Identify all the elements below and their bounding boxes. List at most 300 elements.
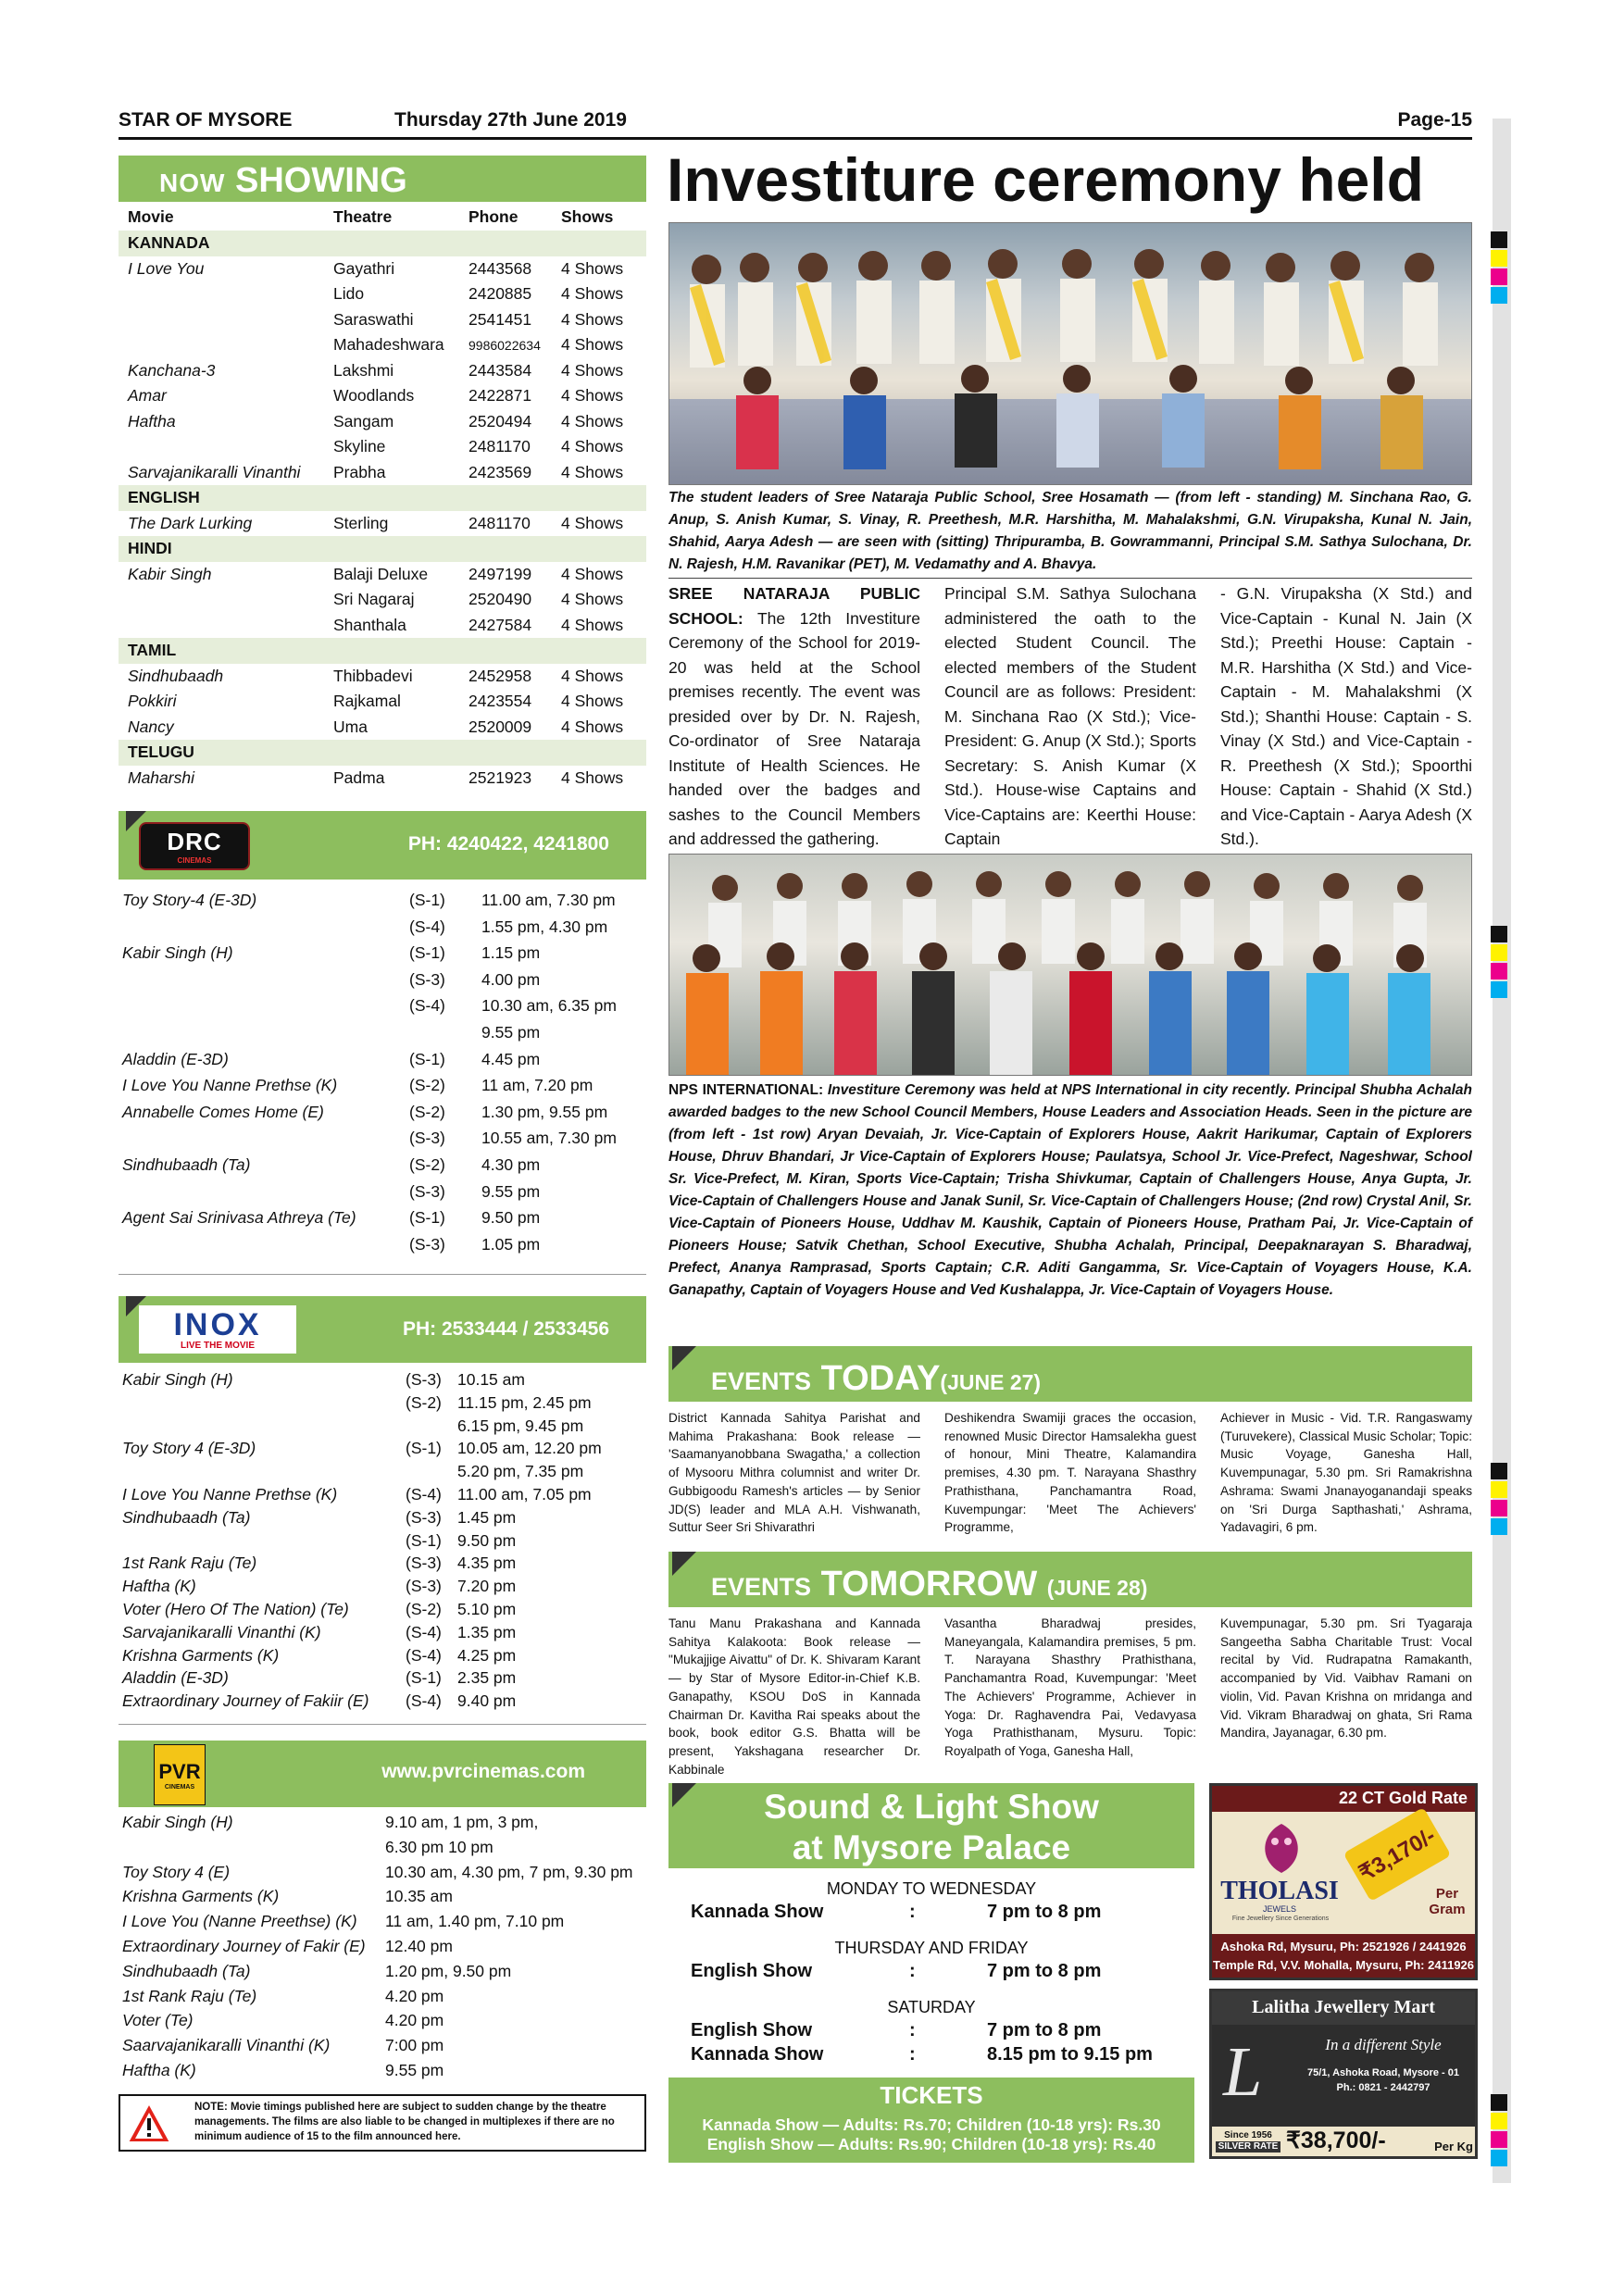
table-row — [119, 587, 646, 613]
cell-movie: Aladdin (E-3D) — [122, 1668, 229, 1688]
language-label: TAMIL — [119, 638, 646, 664]
photo-caption-1: The student leaders of Sree Nataraja Public School, Sree Hosamath — (from left - standing) M. Sinchana Rao, G. Anup, S. Anish Kumar, S. Vinay, R. Preethesh, M.R. Harshitha, M. Mahalakshmi, G.N. Virupaksha, Kunal N. Jain, Shahid, Aarya Adesh — are seen with (sitting) Thripuramba, B. Gowrammanni, Principal S.M. Sathya Sulochana, Dr. N. Rajesh, H.M. Ravanikar (PET), M. Vedamathy and A. Bhavya. — [668, 490, 1472, 572]
registration-mark — [1491, 981, 1507, 998]
drc-phone: PH: 4240422, 4241800 — [407, 833, 609, 855]
table-row — [119, 383, 646, 409]
photo-illustration — [669, 855, 1472, 1076]
cell-movie: Nancy — [128, 717, 174, 736]
cell-screen: (S-3) — [409, 1129, 445, 1148]
events-label: EVENTS — [711, 1573, 812, 1601]
schedule-row — [122, 1485, 643, 1508]
cell-shows: 4 Shows — [561, 564, 624, 583]
registration-mark — [1491, 963, 1507, 980]
cell-theatre: Padma — [333, 767, 385, 787]
cell-shows: 4 Shows — [561, 386, 624, 406]
cell-movie: Krishna Garments (K) — [122, 1645, 280, 1665]
cell-movie: Amar — [128, 386, 167, 406]
cell-movie — [119, 281, 324, 307]
col-phone: Phone — [468, 207, 518, 226]
table-row — [119, 562, 646, 588]
schedule-saturday: SATURDAY — [887, 1998, 976, 2016]
tholasi-tagline: Fine Jewellery Since Generations — [1231, 1915, 1330, 1922]
show-time: 7 pm to 8 pm — [987, 2020, 1102, 2040]
cell-time: 4.45 pm — [481, 1049, 541, 1068]
article-headline: Investiture ceremony held — [667, 145, 1424, 214]
language-row — [119, 231, 646, 256]
cell-movie: I Love You (Nanne Preethse) (K) — [122, 1912, 357, 1931]
cell-phone: 2520490 — [468, 590, 532, 609]
tickets-kannada: Kannada Show — Adults: Rs.70; Children (10-18 yrs): Rs.30 — [702, 2115, 1161, 2134]
tickets-box — [668, 2078, 1194, 2163]
drc-schedule — [122, 891, 648, 1261]
schedule-row — [122, 1076, 648, 1103]
cell-phone: 2520009 — [468, 717, 532, 736]
corner-mark — [672, 1783, 696, 1807]
photo-caption-2: NPS INTERNATIONAL: Investiture Ceremony was held at NPS International in city recently. Principal Shubha Achalah awarded badges to the new School Council Members, House Leaders and Association Heads. Seen in the picture are (from left - 1st row) Aryan Devaiah, Jr. Vice-Captain of Explorers House, Aakrit Harikumar, Captain of Explorers House, Dhruv Bhandari, Jr Vice-Captain of Explorers House; Paulatsya, School Jr. Vice-Prefect, Nageshwar, School Sr. Vice-Prefect, M. Kiran, Sports Vice-Captain; Trisha Shivkumar, Captain of Challengers House, Anya Gupta, Jr. Vice-Captain of Challengers House and Janak Sunil, Sr. Vice-Captain of Challengers House; (2nd row) Crystal Anil, Sr. Vice-Captain of Pioneers House, Uddhav M. Kaushik, Captain of Pioneers House, Pratham Pai, Jr. Vice-Captain of Pioneers House; Satvik Chethan, School Executive, Shubha Achalah, Principal, Deepaknarayan S. Bharadwaj, Prefect, Ananya Ramprasad, Sports Captain; C.R. Aditi Gangamma, Sr. Vice-Captain of Voyagers House, K.A. Ganapathy, Captain of Voyagers House and Ved Kushalappa, Jr. Vice-Captain of Voyagers House. — [668, 1082, 1472, 1298]
show-time: 7 pm to 8 pm — [987, 1961, 1102, 1981]
schedule-row — [122, 1182, 648, 1209]
cell-movie: Sindhubaadh (Ta) — [122, 1507, 251, 1527]
silver-per-kg: Per Kg — [1434, 2140, 1473, 2153]
cell-screen: (S-3) — [406, 1577, 442, 1596]
inox-phone: PH: 2533444 / 2533456 — [402, 1318, 609, 1340]
cell-phone: 2481170 — [468, 437, 531, 456]
registration-mark — [1491, 2150, 1507, 2166]
table-row — [119, 256, 646, 282]
language-row — [119, 485, 646, 511]
lalitha-banner — [1212, 2025, 1475, 2127]
table-row — [119, 715, 646, 741]
cell-time: 11 am, 7.20 pm — [481, 1076, 593, 1095]
schedule-row — [122, 1863, 663, 1888]
cell-movie: I Love You Nanne Prethse (K) — [122, 1076, 338, 1095]
cell-screen: (S-4) — [406, 1622, 442, 1641]
school-group-photo — [668, 222, 1472, 485]
nps-group-photo — [668, 854, 1472, 1076]
schedule-row — [122, 2036, 663, 2061]
schedule-row — [122, 1023, 648, 1050]
showing-label: SHOWING — [235, 161, 407, 200]
cell-shows: 4 Shows — [561, 437, 624, 456]
cell-time: 4.35 pm — [457, 1554, 517, 1573]
cell-movie: 1st Rank Raju (Te) — [122, 1986, 257, 2005]
language-row — [119, 536, 646, 562]
schedule-row — [122, 1937, 663, 1962]
today-label: TODAY — [820, 1359, 941, 1398]
schedule-row — [122, 1050, 648, 1077]
cell-movie: Extraordinary Journey of Fakiir (E) — [122, 1691, 369, 1711]
cell-screen: (S-3) — [409, 969, 445, 989]
schedule-row — [122, 1600, 643, 1623]
photo-illustration — [669, 223, 1472, 485]
cell-shows: 4 Shows — [561, 258, 624, 278]
cell-time: 5.20 pm, 7.35 pm — [457, 1462, 584, 1481]
cell-screen: (S-1) — [409, 1208, 445, 1228]
pvr-website[interactable]: www.pvrcinemas.com — [381, 1761, 585, 1782]
cell-movie: Sarvajanikaralli Vinanthi — [128, 462, 301, 481]
table-row — [119, 281, 646, 307]
cell-time: 11.00 am, 7.05 pm — [457, 1484, 592, 1504]
cell-phone: 2422871 — [468, 386, 532, 406]
show-time: 7 pm to 8 pm — [987, 1902, 1102, 1922]
pvr-logo: PVR CINEMAS — [154, 1744, 206, 1805]
schedule-row — [122, 1462, 643, 1485]
table-row — [119, 358, 646, 384]
corner-mark — [672, 1552, 696, 1576]
cell-screen: (S-1) — [406, 1439, 442, 1458]
issue-date: Thursday 27th June 2019 — [394, 109, 627, 131]
registration-mark — [1491, 2113, 1507, 2129]
table-row — [119, 689, 646, 715]
table-row — [119, 664, 646, 690]
cell-screen: (S-3) — [409, 1181, 445, 1201]
cell-movie: Pokkiri — [128, 692, 177, 711]
schedule-row — [122, 1103, 648, 1129]
divider — [119, 1274, 646, 1275]
schedule-row — [122, 1554, 643, 1577]
cell-time: 10.05 am, 12.20 pm — [457, 1439, 602, 1458]
table-row — [119, 511, 646, 537]
cell-shows: 4 Shows — [561, 513, 624, 532]
schedule-row — [122, 1623, 643, 1646]
cell-time: 11 am, 1.40 pm, 7.10 pm — [385, 1912, 565, 1931]
schedule-row — [122, 1962, 663, 1987]
language-label: ENGLISH — [119, 485, 646, 511]
registration-mark — [1491, 287, 1507, 304]
schedule-row — [122, 1531, 643, 1554]
sound-light-box — [668, 1783, 1194, 2163]
schedule-row — [122, 943, 648, 970]
cell-time: 9.55 pm — [385, 2060, 444, 2079]
cell-time: 6.30 pm 10 pm — [385, 1837, 493, 1856]
registration-mark — [1491, 2131, 1507, 2148]
cell-time: 7:00 pm — [385, 2036, 444, 2055]
cell-movie — [122, 1393, 406, 1416]
cell-theatre: Thibbadevi — [333, 666, 413, 685]
cell-time: 9.40 pm — [457, 1691, 517, 1711]
cell-time: 11.15 pm, 2.45 pm — [457, 1392, 592, 1412]
cell-movie: Extraordinary Journey of Fakir (E) — [122, 1936, 366, 1955]
registration-mark — [1491, 2094, 1507, 2111]
cell-movie: Agent Sai Srinivasa Athreya (Te) — [122, 1208, 356, 1228]
tholasi-brand: THOLASI — [1220, 1877, 1339, 1905]
divider — [668, 578, 1472, 579]
cell-screen — [406, 1462, 457, 1485]
tholasi-jewels-ad — [1209, 1783, 1478, 1980]
masthead — [119, 109, 1472, 137]
cell-phone: 2420885 — [468, 284, 532, 304]
schedule-row — [122, 996, 648, 1023]
divider — [119, 1724, 646, 1725]
schedule-row — [122, 917, 648, 944]
peacock-logo-icon — [1249, 1819, 1314, 1875]
lalitha-brand: Lalitha Jewellery Mart — [1212, 1991, 1475, 2025]
cell-time: 1.30 pm, 9.55 pm — [481, 1102, 608, 1121]
cell-time: 5.10 pm — [457, 1599, 517, 1618]
table-row — [119, 460, 646, 486]
cell-phone: 2452958 — [468, 666, 532, 685]
cell-movie: Voter (Te) — [122, 2011, 194, 2030]
cell-theatre: Lido — [333, 284, 365, 304]
page-number: Page-15 — [1397, 109, 1472, 131]
caption-lead: NPS INTERNATIONAL: — [668, 1082, 824, 1098]
schedule-row — [122, 1646, 643, 1669]
events-today-col-3: Achiever in Music - Vid. T.R. Rangaswamy (Turuvekere), Classical Music Scholar; Topic: Music Voyage, Ganesha Hall, Kuvempunagar, 5.30 pm. Sri Ramakrishna Ashrama: Swami Jnanayoganandaji speaks on 'Sri Durga Sapthashati,' Ashrama, Yadavagiri, 6 pm. — [1220, 1411, 1472, 1535]
events-tomorrow-col-3: Kuvempunagar, 5.30 pm. Sri Tyagaraja Sangeetha Sabha Charitable Trust: Vocal recital by Vid. Rudrapatna Ramakanth, accompanied by Vid. Vaibhav Ramani on violin, Vid. Pavan Krishna on mridanga and Vid. Vikram Bharadwaj on ghata, Sri Rama Mandira, Jayanagar, 6.30 pm. — [1220, 1616, 1472, 1741]
cell-movie — [119, 307, 324, 333]
language-row — [119, 740, 646, 766]
cell-phone: 2423569 — [468, 462, 532, 481]
schedule-row — [122, 1416, 643, 1440]
drc-logo: DRC CINEMAS — [139, 822, 250, 870]
cell-movie: Maharshi — [128, 767, 194, 787]
tholasi-brand-sub: JEWELS — [1262, 1904, 1296, 1914]
table-header-row — [119, 202, 646, 231]
registration-mark — [1491, 944, 1507, 961]
cell-screen: (S-3) — [406, 1554, 442, 1573]
separator: : — [909, 2020, 916, 2040]
cell-time: 4.00 pm — [481, 969, 541, 989]
cell-screen: (S-4) — [406, 1645, 442, 1665]
cell-phone: 2443584 — [468, 360, 532, 380]
cell-screen: (S-1) — [406, 1668, 442, 1688]
cell-theatre: Mahadeshwara — [333, 335, 444, 355]
paper-name: STAR OF MYSORE — [119, 109, 293, 131]
cell-screen: (S-2) — [406, 1599, 442, 1618]
cell-screen: (S-4) — [406, 1691, 442, 1711]
cell-time: 4.20 pm — [385, 1986, 444, 2005]
cell-shows: 4 Shows — [561, 284, 624, 304]
schedule-row — [122, 1691, 643, 1715]
lalitha-phone: Ph.: 0821 - 2442797 — [1336, 2082, 1430, 2093]
separator: : — [909, 1961, 916, 1981]
cell-shows: 4 Shows — [561, 615, 624, 634]
cell-theatre: Sterling — [333, 513, 389, 532]
registration-mark — [1491, 268, 1507, 285]
schedule-row — [122, 970, 648, 997]
cell-screen — [409, 1023, 481, 1050]
tomorrow-date: (JUNE 28) — [1046, 1576, 1148, 1600]
gold-price-tag: ₹3,170/- — [1343, 1807, 1452, 1902]
tholasi-address: Ashoka Rd, Mysuru, Ph: 2521926 / 2441926 Temple Rd, V.V. Mohalla, Mysuru, Ph: 2411926 — [1212, 1934, 1475, 1978]
schedule-row — [122, 1129, 648, 1155]
cell-time: 2.35 pm — [457, 1668, 517, 1688]
schedule-row — [122, 2061, 663, 2086]
cell-phone: 2427584 — [468, 615, 532, 634]
registration-mark — [1491, 1481, 1507, 1498]
cell-time: 1.55 pm, 4.30 pm — [481, 917, 608, 936]
article-column-1: SREE NATARAJA PUBLIC SCHOOL: The 12th Investiture Ceremony of the School for 2019-20 was held at the School premises recently. The event was presided over by Dr. N. Rajesh, Co-ordinator of Sree Nataraja Institute of Health Sciences. He handed over the badges and sashes to the Council Members and addressed the gathering. — [668, 584, 921, 848]
margin-strip — [1493, 119, 1511, 2183]
events-today-col-2: Deshikendra Swamiji graces the occasion, renowned Music Director Hamsalekha guest of honour, Mini Theatre, Kalamandira premises, 4.30 pm. T. Narayana Shasthry Prathisthana, Panchamantra Road, Kuvempungar: 'Meet The Achievers' Programme, — [944, 1411, 1196, 1535]
movie-note — [119, 2094, 646, 2152]
cell-time: 7.20 pm — [457, 1577, 517, 1596]
cell-screen: (S-4) — [406, 1484, 442, 1504]
inox-logo: INOX LIVE THE MOVIE — [139, 1305, 296, 1354]
registration-mark — [1491, 1518, 1507, 1535]
cell-theatre: Uma — [333, 717, 368, 736]
cell-movie: Sindhubaadh — [128, 666, 224, 685]
cell-time: 4.30 pm — [481, 1154, 541, 1174]
cell-movie: Kabir Singh — [128, 564, 212, 583]
registration-mark — [1491, 1500, 1507, 1516]
schedule-row — [122, 1155, 648, 1182]
cell-movie: Krishna Garments (K) — [122, 1887, 280, 1906]
cell-movie — [122, 1838, 385, 1863]
schedule-row — [122, 891, 648, 917]
cell-screen: (S-2) — [409, 1154, 445, 1174]
sound-light-title: Sound & Light Show — [764, 1788, 1099, 1826]
cell-time: 10.30 am, 6.35 pm — [481, 996, 617, 1016]
tickets-title: TICKETS — [880, 2081, 983, 2109]
cell-shows: 4 Shows — [561, 666, 624, 685]
cell-time: 1.20 pm, 9.50 pm — [385, 1961, 512, 1980]
cell-shows: 4 Shows — [561, 360, 624, 380]
now-showing-table — [119, 202, 646, 791]
cell-movie: 1st Rank Raju (Te) — [122, 1554, 257, 1573]
language-label: HINDI — [119, 536, 646, 562]
cell-movie — [119, 587, 324, 613]
events-today-header — [668, 1346, 1472, 1402]
show-language: English Show — [691, 2020, 813, 2040]
cell-screen — [406, 1416, 457, 1440]
article-column-3: - G.N. Virupaksha (X Std.) and Vice-Captain - Kunal N. Jain (X Std.); Preethi House: Captain - M.R. Harshitha (X Std.) and Vice-Captain - M. Mahalakshmi (X Std.); Shanthi House: Captain - S. Vinay (X Std.) and Vice-Captain - R. Preethesh (X Std.); Spoorthi House: Captain - Shahid (X Std.) and Vice-Captain - Aarya Adesh (X Std.). — [1220, 584, 1472, 848]
cell-phone: 2481170 — [468, 513, 531, 532]
cell-movie: I Love You Nanne Prethse (K) — [122, 1484, 338, 1504]
gold-per-gram: Per Gram — [1429, 1886, 1466, 1917]
cell-shows: 4 Shows — [561, 692, 624, 711]
cell-screen: (S-1) — [409, 891, 445, 909]
cell-theatre: Gayathri — [333, 258, 395, 278]
registration-mark — [1491, 1463, 1507, 1479]
cell-phone: 2521923 — [468, 767, 532, 787]
corner-mark — [672, 1346, 696, 1370]
table-row — [119, 766, 646, 792]
lalitha-tagline: In a different Style — [1325, 2036, 1442, 2053]
schedule-row — [122, 1370, 643, 1393]
cell-screen: (S-3) — [406, 1507, 442, 1527]
cell-movie: Kanchana-3 — [128, 360, 216, 380]
cell-time: 1.35 pm — [457, 1622, 517, 1641]
cell-time: 9.55 pm — [481, 1022, 541, 1042]
cell-movie: I Love You — [128, 258, 205, 278]
language-row — [119, 638, 646, 664]
cell-theatre: Sri Nagaraj — [333, 590, 415, 609]
cell-shows: 4 Shows — [561, 411, 624, 430]
inox-header — [119, 1296, 646, 1363]
events-today-col-1: District Kannada Sahitya Parishat and Mahima Prakashana: Book release — 'Saamanyanobbana Swagatha,' a collection of Mysooru Mithra columnist and writer Dr. Gubbigoodu Ramesh's articles — by Senior JD(S) leader and MLA A.H. Vishwanath, Suttur Seer Sri Shivarathri — [668, 1411, 920, 1535]
schedule-row — [122, 1235, 648, 1262]
cell-movie — [122, 1416, 406, 1440]
schedule-mon-wed: MONDAY TO WEDNESDAY — [826, 1879, 1037, 1898]
events-label: EVENTS — [711, 1367, 812, 1395]
pvr-header — [119, 1741, 646, 1807]
cell-shows: 4 Shows — [561, 462, 624, 481]
article-column-2: Principal S.M. Sathya Sulochana administered the oath to the elected Student Council. The elected members of the Student Council are as follows: President: M. Sinchana Rao (X Std.); Vice-President: G. Anup (X Std.); Sports Secretary: S. Anish Kumar (X Std.). House-wise Captains and Vice-Captains are: Keerthi House: Captain — [944, 584, 1196, 848]
cell-movie — [122, 996, 409, 1023]
table-row — [119, 409, 646, 435]
cell-time: 1.15 pm — [481, 943, 541, 963]
tomorrow-label: TOMORROW — [820, 1565, 1038, 1603]
registration-mark — [1491, 231, 1507, 248]
cell-theatre: Balaji Deluxe — [333, 564, 429, 583]
cell-movie: Haftha (K) — [122, 1577, 196, 1596]
cell-theatre: Shanthala — [333, 615, 406, 634]
cell-time: 10.35 am — [385, 1887, 453, 1906]
cell-movie: Haftha (K) — [122, 2060, 196, 2079]
cell-movie: Sarvajanikaralli Vinanthi (K) — [122, 1622, 321, 1641]
cell-time: 10.55 am, 7.30 pm — [481, 1129, 617, 1148]
cell-theatre: Woodlands — [333, 386, 415, 406]
cell-movie: Sindhubaadh (Ta) — [122, 1961, 251, 1980]
masthead-rule — [119, 137, 1472, 140]
events-tomorrow-col-1: Tanu Manu Prakashana and Kannada Sahitya Kalakoota: Book release — "Mukajjige Aivattu" of Dr. K. Shivaram Karant — by Star of Mysore Editor-in-Chief K.B. Ganapathy, KSOU DoS in Kannada Chairman Dr. Kavitha Rai speaks about the book, book editor G.S. Bhatta will be present, Yakshagana researcher Dr. Kabbinale — [668, 1616, 920, 1777]
cell-shows: 4 Shows — [561, 309, 624, 329]
drc-header — [119, 811, 646, 880]
show-language: Kannada Show — [691, 1902, 824, 1922]
cell-movie — [119, 434, 324, 460]
cell-time: 9.50 pm — [457, 1530, 517, 1550]
cell-theatre: Skyline — [333, 437, 386, 456]
schedule-row — [122, 1577, 643, 1600]
cell-movie — [122, 1182, 409, 1209]
registration-mark — [1491, 926, 1507, 942]
cell-screen: (S-4) — [409, 917, 445, 936]
cell-movie — [119, 332, 324, 358]
cell-time: 9.50 pm — [481, 1208, 541, 1228]
cell-theatre: Lakshmi — [333, 360, 394, 380]
cell-movie: Kabir Singh (H) — [122, 1813, 233, 1831]
cell-movie — [122, 1531, 406, 1554]
cell-time: 1.45 pm — [457, 1507, 517, 1527]
now-label: NOW — [159, 168, 226, 197]
cell-time: 1.05 pm — [481, 1234, 541, 1254]
show-time: 8.15 pm to 9.15 pm — [987, 2044, 1153, 2065]
warning-icon — [126, 2102, 172, 2144]
cell-phone: 2443568 — [468, 258, 532, 278]
cell-screen: (S-2) — [409, 1102, 445, 1121]
article-lead: SREE NATARAJA PUBLIC SCHOOL: — [668, 584, 920, 628]
language-label: KANNADA — [119, 231, 646, 256]
silver-price: ₹38,700/- — [1286, 2128, 1386, 2153]
table-row — [119, 613, 646, 639]
cell-movie: Toy Story 4 (E-3D) — [122, 1439, 256, 1458]
cell-screen: (S-3) — [406, 1370, 442, 1389]
cell-theatre: Sangam — [333, 411, 394, 430]
schedule-row — [122, 1508, 643, 1531]
show-language: Kannada Show — [691, 2044, 824, 2065]
show-language: English Show — [691, 1961, 813, 1981]
cell-movie — [122, 970, 409, 997]
cell-movie: Kabir Singh (H) — [122, 943, 233, 963]
cell-theatre: Prabha — [333, 462, 386, 481]
cell-theatre: Rajkamal — [333, 692, 401, 711]
cell-movie — [119, 613, 324, 639]
today-date: (JUNE 27) — [940, 1370, 1042, 1394]
cell-phone: 2423554 — [468, 692, 532, 711]
schedule-row — [122, 1887, 663, 1912]
table-row — [119, 332, 646, 358]
registration-mark — [1491, 250, 1507, 267]
separator: : — [909, 2044, 916, 2065]
lalitha-since: Since 1956 SILVER RATE — [1216, 2130, 1280, 2152]
cell-screen: (S-2) — [406, 1392, 442, 1412]
schedule-row — [122, 1838, 663, 1863]
tickets-english: English Show — Adults: Rs.90; Children (10-18 yrs): Rs.40 — [706, 2135, 1156, 2153]
schedule-row — [122, 1439, 643, 1462]
events-tomorrow-header — [668, 1552, 1472, 1607]
col-movie: Movie — [128, 207, 174, 226]
